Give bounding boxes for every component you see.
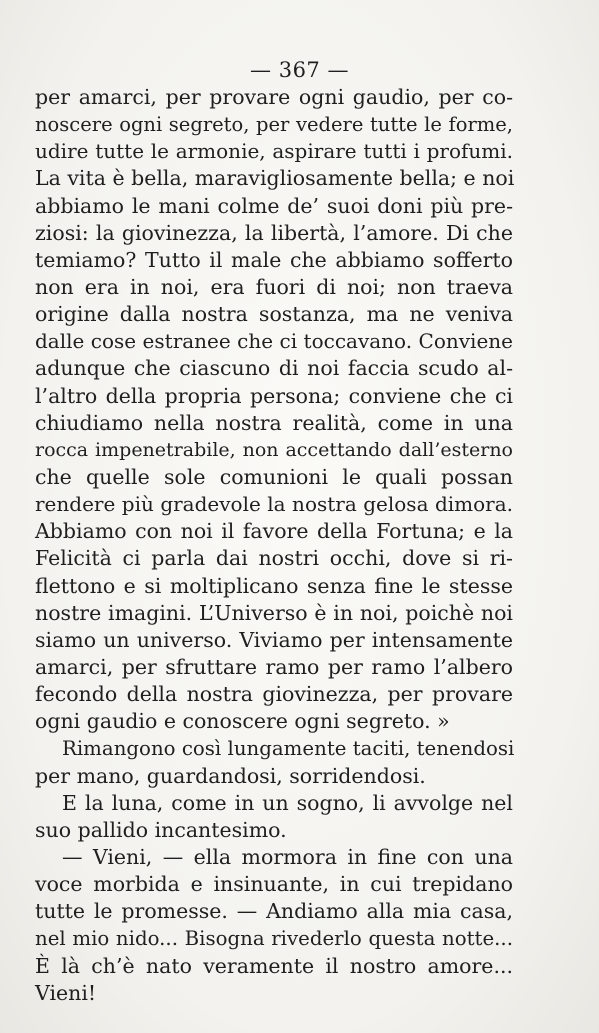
text-line: ogni gaudio e conoscere ogni segreto. »	[35, 709, 450, 734]
text-line: chiudiamo nella nostra realità, come in una	[35, 410, 513, 435]
text-line: nel mio nido... Bisogna rivederlo questa notte...	[35, 927, 513, 951]
body-text	[35, 84, 513, 1007]
text-line: amarci, per sfruttare ramo per ramo l’albero	[35, 654, 513, 679]
text-line: nostre imagini. L’Universo è in noi, poichè noi	[35, 600, 513, 625]
text-line: rocca impenetrabile, non accettando dall’esterno	[35, 438, 513, 461]
text-line: non era in noi, era fuori di noi; non traeva	[35, 274, 513, 299]
text-line: per amarci, per provare ogni gaudio, per co-	[35, 85, 513, 109]
text-line: suo pallido incantesimo.	[35, 817, 287, 842]
text-line: origine dalla nostra sostanza, ma ne veniva	[35, 302, 513, 327]
text-line: Rimangono così lungamente taciti, tenendosi	[62, 737, 515, 761]
text-line: fecondo della nostra giovinezza, per provare	[35, 682, 513, 707]
text-line: — Vieni, — ella mormora in fine con una	[62, 844, 513, 869]
text-line: abbiamo le mani colme de’ suoi doni più pre-	[35, 193, 513, 218]
text-line: l’altro della propria persona; conviene che ci	[35, 383, 513, 408]
text-line: E la luna, come in un sogno, li avvolge nel	[62, 790, 513, 815]
text-line: La vita è bella, maravigliosamente bella; e noi	[35, 166, 515, 191]
page-number: — 367 —	[250, 58, 349, 82]
text-line: Felicità ci parla dai nostri occhi, dove si ri-	[35, 546, 513, 571]
text-line: che quelle sole comunioni le quali possan	[35, 464, 513, 489]
text-line: per mano, guardandosi, sorridendosi.	[35, 763, 426, 788]
text-line: ziosi: la giovinezza, la libertà, l’amore. Di che	[35, 220, 513, 245]
text-line: adunque che ciascuno di noi faccia scudo al-	[35, 356, 513, 381]
text-line: tutte le promesse. — Andiamo alla mia casa,	[35, 899, 513, 924]
text-line: rendere più gradevole la nostra gelosa dimora.	[35, 492, 513, 517]
text-line: Vieni!	[35, 980, 97, 1005]
text-line: dalle cose estranee che ci toccavano. Conviene	[35, 329, 513, 354]
text-line: udire tutte le armonie, aspirare tutti i profumi.	[35, 139, 513, 164]
text-line: siamo un universo. Viviamo per intensamente	[35, 627, 513, 652]
text-line: È là ch’è nato veramente il nostro amore...	[35, 953, 513, 978]
text-line: temiamo? Tutto il male che abbiamo sofferto	[35, 247, 513, 272]
text-line: Abbiamo con noi il favore della Fortuna; e la	[35, 519, 513, 544]
text-line: voce morbida e insinuante, in cui trepidano	[35, 872, 513, 897]
text-line: noscere ogni segreto, per vedere tutte le forme,	[35, 113, 513, 137]
text-line: flettono e si moltiplicano senza fine le stesse	[35, 573, 513, 598]
